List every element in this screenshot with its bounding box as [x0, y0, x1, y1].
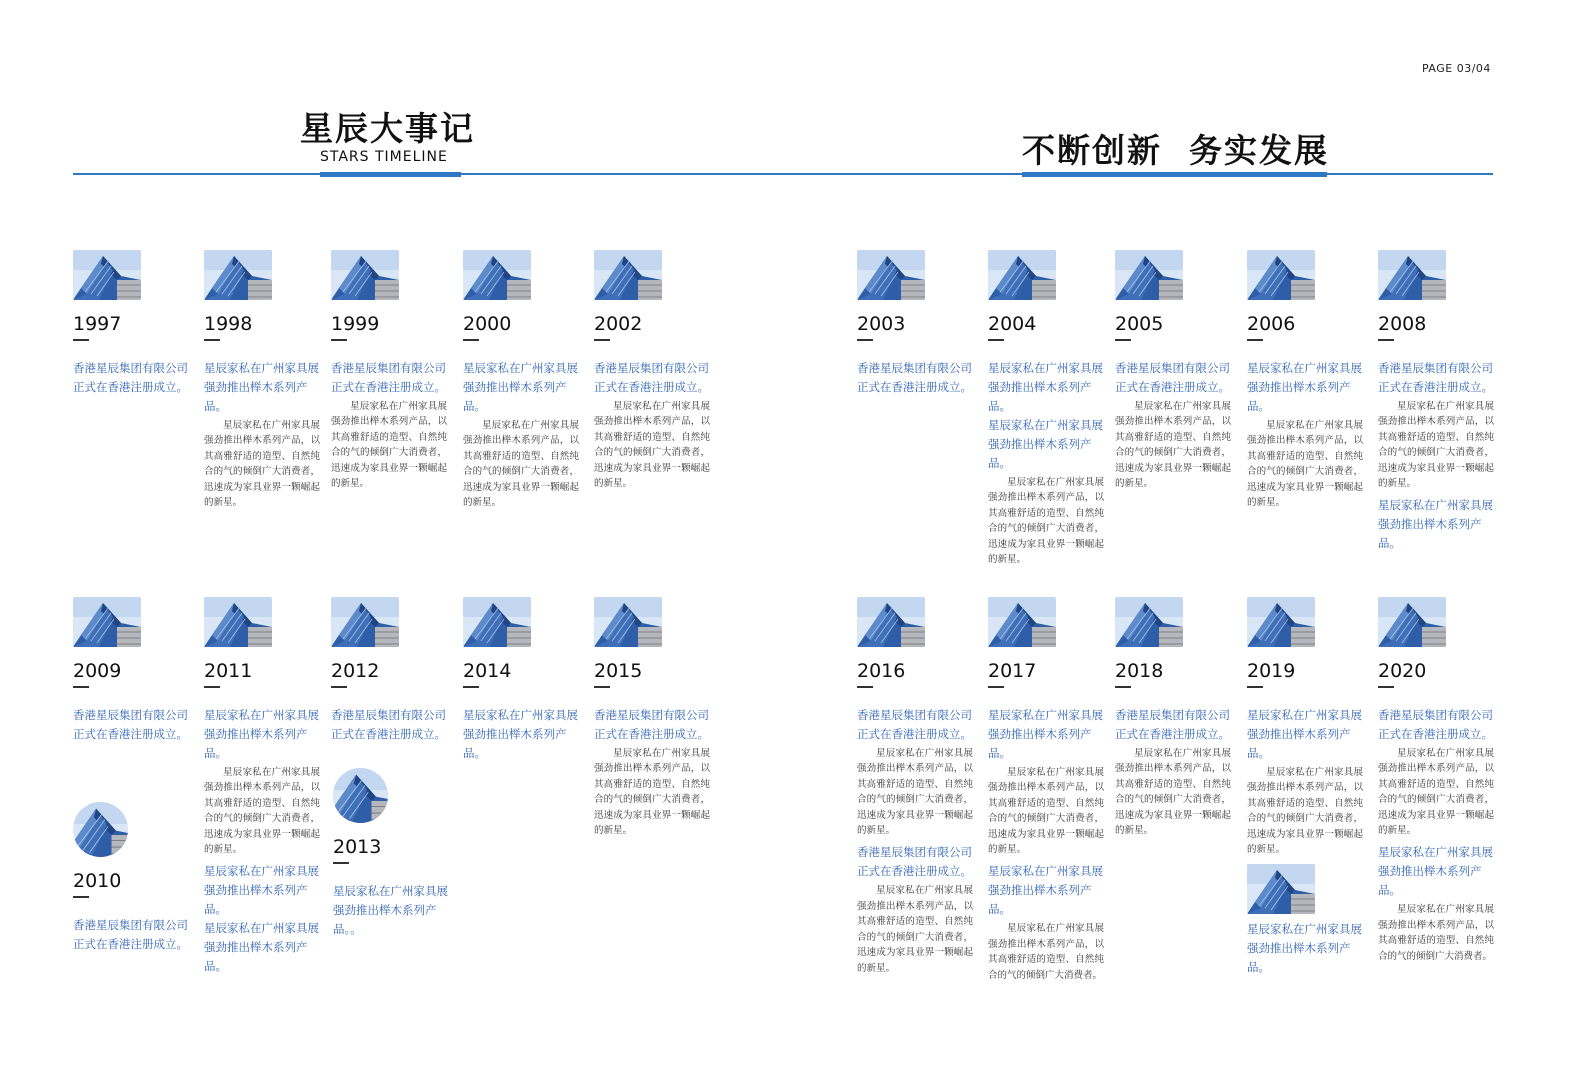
entry-title: 星辰家私在广州家具展强劲推出榉木系列产品。 [1378, 845, 1493, 898]
entry-description: 星辰家私在广州家具展强劲推出榉木系列产品，以其高雅舒适的造型、自然纯合的气的倾倒广大消费者，迅速成为家具业界一颗崛起的新星。 [331, 400, 447, 490]
entry-title: 星辰家私在广州家具展强劲推出榉木系列产品。 [463, 707, 578, 760]
year-dash [594, 339, 610, 341]
timeline-entry-2000 [463, 250, 579, 515]
timeline-entry-2008 [1378, 250, 1494, 553]
year-dash [1378, 686, 1394, 688]
building-image [463, 250, 531, 300]
entry-title: 星辰家私在广州家具展强劲推出榉木系列产品。 [463, 360, 578, 413]
timeline-entry-2002 [594, 250, 710, 496]
year-dash [463, 339, 479, 341]
building-image [857, 597, 925, 647]
year-dash [1115, 686, 1131, 688]
timeline-entry-2003 [857, 250, 973, 397]
entry-title: 星辰家私在广州家具展强劲推出榉木系列产品。 [988, 864, 1103, 917]
entry-title: 星辰家私在广州家具展强劲推出榉木系列产品。。 [333, 883, 448, 936]
year-dash [857, 686, 873, 688]
building-image [73, 802, 128, 857]
entry-title: 星辰家私在广州家具展强劲推出榉木系列产品。 [204, 921, 319, 974]
building-image [73, 597, 141, 647]
timeline-entry-2018 [1115, 597, 1231, 843]
entry-description: 星辰家私在广州家具展强劲推出榉木系列产品，以其高雅舒适的造型、自然纯合的气的倾倒广大消费者，迅速成为家具业界一颗崛起的新星。 [988, 476, 1104, 566]
timeline-entry-2016 [857, 597, 973, 981]
year-dash [1247, 339, 1263, 341]
building-image [1247, 597, 1315, 647]
timeline-entry-2015 [594, 597, 710, 843]
year-dash [463, 686, 479, 688]
entry-title: 香港星辰集团有限公司正式在香港注册成立。 [594, 360, 709, 394]
year-dash [331, 686, 347, 688]
timeline-entry-2017 [988, 597, 1104, 987]
year-dash [1378, 339, 1394, 341]
page-title: 星辰大事记 [300, 109, 475, 148]
building-image [988, 597, 1056, 647]
year-dash [333, 862, 349, 864]
entry-year: 2019 [1247, 660, 1296, 682]
building-image [73, 250, 141, 300]
building-image [204, 597, 272, 647]
timeline-entry-2019 [1247, 597, 1363, 977]
entry-title: 香港星辰集团有限公司正式在香港注册成立。 [1115, 360, 1230, 394]
timeline-entry-2020 [1378, 597, 1494, 968]
entry-year: 2004 [988, 313, 1037, 335]
entry-year: 2006 [1247, 313, 1296, 335]
entry-description: 星辰家私在广州家具展强劲推出榉木系列产品，以其高雅舒适的造型、自然纯合的气的倾倒广大消费者，迅速成为家具业界一颗崛起的新星。 [1247, 419, 1363, 509]
entry-title: 星辰家私在广州家具展强劲推出榉木系列产品。 [1247, 922, 1362, 975]
entry-title: 星辰家私在广州家具展强劲推出榉木系列产品。 [1247, 360, 1362, 413]
year-dash [331, 339, 347, 341]
entry-year: 2014 [463, 660, 512, 682]
building-image [1247, 250, 1315, 300]
entry-title: 香港星辰集团有限公司正式在香港注册成立。 [857, 845, 972, 879]
year-dash [1247, 686, 1263, 688]
timeline-entry-2013 [333, 768, 449, 939]
year-dash [988, 339, 1004, 341]
entry-description: 星辰家私在广州家具展强劲推出榉木系列产品，以其高雅舒适的造型、自然纯合的气的倾倒广大消费者，迅速成为家具业界一颗崛起的新星。 [857, 885, 973, 975]
year-dash [73, 686, 89, 688]
year-dash [204, 686, 220, 688]
year-dash [204, 339, 220, 341]
timeline-entry-1999 [331, 250, 447, 496]
entry-title: 香港星辰集团有限公司正式在香港注册成立。 [857, 707, 972, 741]
entry-year: 1997 [73, 313, 122, 335]
building-image [331, 250, 399, 300]
timeline-entry-2006 [1247, 250, 1363, 515]
entry-year: 2008 [1378, 313, 1427, 335]
building-image [331, 597, 399, 647]
entry-title: 香港星辰集团有限公司正式在香港注册成立。 [857, 360, 972, 394]
building-image [594, 250, 662, 300]
entry-description: 星辰家私在广州家具展强劲推出榉木系列产品，以其高雅舒适的造型、自然纯合的气的倾倒广大消费者，迅速成为家具业界一颗崛起的新星。 [204, 766, 320, 856]
entry-title: 星辰家私在广州家具展强劲推出榉木系列产品。 [988, 707, 1103, 760]
year-dash [73, 339, 89, 341]
entry-year: 2012 [331, 660, 380, 682]
entry-year: 2011 [204, 660, 253, 682]
building-image [1247, 864, 1315, 914]
timeline-entry-2005 [1115, 250, 1231, 496]
building-image [333, 768, 388, 823]
entry-year: 2002 [594, 313, 643, 335]
entry-description: 星辰家私在广州家具展强劲推出榉木系列产品，以其高雅舒适的造型、自然纯合的气的倾倒广大消费者，迅速成为家具业界一颗崛起的新星。 [1378, 747, 1494, 837]
building-image [1115, 597, 1183, 647]
entry-description: 星辰家私在广州家具展强劲推出榉木系列产品，以其高雅舒适的造型、自然纯合的气的倾倒广大消费者，迅速成为家具业界一颗崛起的新星。 [1115, 400, 1231, 490]
building-image [988, 250, 1056, 300]
entry-description: 星辰家私在广州家具展强劲推出榉木系列产品，以其高雅舒适的造型、自然纯合的气的倾倒广大消费者，迅速成为家具业界一颗崛起的新星。 [594, 400, 710, 490]
year-dash [1115, 339, 1131, 341]
entry-year: 2005 [1115, 313, 1164, 335]
building-image [463, 597, 531, 647]
entry-title: 星辰家私在广州家具展强劲推出榉木系列产品。 [988, 417, 1103, 470]
entry-title: 香港星辰集团有限公司正式在香港注册成立。 [1115, 707, 1230, 741]
entry-year: 2017 [988, 660, 1037, 682]
timeline-entry-2009 [73, 597, 189, 744]
entry-year: 2010 [73, 870, 122, 892]
entry-description: 星辰家私在广州家具展强劲推出榉木系列产品，以其高雅舒适的造型、自然纯合的气的倾倒广大消费者，迅速成为家具业界一颗崛起的新星。 [1247, 766, 1363, 856]
timeline-entry-1997 [73, 250, 189, 397]
entry-title: 香港星辰集团有限公司正式在香港注册成立。 [1378, 360, 1493, 394]
entry-description: 星辰家私在广州家具展强劲推出榉木系列产品，以其高雅舒适的造型、自然纯合的气的倾倒广大消费者，迅速成为家具业界一颗崛起的新星。 [1115, 747, 1231, 837]
entry-year: 2018 [1115, 660, 1164, 682]
building-image [1378, 597, 1446, 647]
year-dash [73, 896, 89, 898]
entry-title: 星辰家私在广州家具展强劲推出榉木系列产品。 [1378, 498, 1493, 551]
entry-title: 香港星辰集团有限公司正式在香港注册成立。 [73, 917, 188, 951]
building-image [1115, 250, 1183, 300]
entry-title: 香港星辰集团有限公司正式在香港注册成立。 [73, 360, 188, 394]
building-image [594, 597, 662, 647]
slogan-underline [1022, 172, 1327, 177]
entry-description: 星辰家私在广州家具展强劲推出榉木系列产品，以其高雅舒适的造型、自然纯合的气的倾倒广大消费者，迅速成为家具业界一颗崛起的新星。 [988, 766, 1104, 856]
year-dash [594, 686, 610, 688]
building-image [857, 250, 925, 300]
timeline-entry-2010 [73, 802, 189, 954]
entry-year: 1999 [331, 313, 380, 335]
timeline-entry-2012 [331, 597, 447, 744]
page-subtitle: STARS TIMELINE [320, 149, 448, 165]
entry-description: 星辰家私在广州家具展强劲推出榉木系列产品，以其高雅舒适的造型、自然纯合的气的倾倒广大消费者，迅速成为家具业界一颗崛起的新星。 [857, 747, 973, 837]
entry-description: 星辰家私在广州家具展强劲推出榉木系列产品，以其高雅舒适的造型、自然纯合的气的倾倒广大消费者，迅速成为家具业界一颗崛起的新星。 [1378, 400, 1494, 490]
entry-title: 星辰家私在广州家具展强劲推出榉木系列产品。 [204, 864, 319, 917]
timeline-entry-2011 [204, 597, 320, 976]
timeline-entry-2014 [463, 597, 579, 763]
entry-year: 2013 [333, 836, 382, 858]
year-dash [857, 339, 873, 341]
entry-description: 星辰家私在广州家具展强劲推出榉木系列产品，以其高雅舒适的造型、自然纯合的气的倾倒广大消费者，迅速成为家具业界一颗崛起的新星。 [204, 419, 320, 509]
entry-title: 星辰家私在广州家具展强劲推出榉木系列产品。 [1247, 707, 1362, 760]
entry-title: 星辰家私在广州家具展强劲推出榉木系列产品。 [204, 707, 319, 760]
entry-year: 2009 [73, 660, 122, 682]
year-dash [988, 686, 1004, 688]
title-underline [320, 172, 461, 177]
entry-year: 2000 [463, 313, 512, 335]
entry-title: 星辰家私在广州家具展强劲推出榉木系列产品。 [988, 360, 1103, 413]
page-number: PAGE 03/04 [1422, 62, 1491, 75]
entry-title: 香港星辰集团有限公司正式在香港注册成立。 [331, 707, 446, 741]
entry-description: 星辰家私在广州家具展强劲推出榉木系列产品，以其高雅舒适的造型、自然纯合的气的倾倒广大消费者，迅速成为家具业界一颗崛起的新星。 [594, 747, 710, 837]
entry-title: 香港星辰集团有限公司正式在香港注册成立。 [331, 360, 446, 394]
entry-description: 星辰家私在广州家具展强劲推出榉木系列产品，以其高雅舒适的造型、自然纯合的气的倾倒广大消费者。 [988, 923, 1104, 981]
entry-title: 香港星辰集团有限公司正式在香港注册成立。 [594, 707, 709, 741]
entry-title: 香港星辰集团有限公司正式在香港注册成立。 [73, 707, 188, 741]
slogan: 不断创新 务实发展 [1022, 131, 1329, 170]
timeline-entry-2004 [988, 250, 1104, 572]
entry-description: 星辰家私在广州家具展强劲推出榉木系列产品，以其高雅舒适的造型、自然纯合的气的倾倒广大消费者。 [1378, 904, 1494, 962]
entry-year: 2003 [857, 313, 906, 335]
entry-title: 香港星辰集团有限公司正式在香港注册成立。 [1378, 707, 1493, 741]
entry-year: 2020 [1378, 660, 1427, 682]
entry-year: 2016 [857, 660, 906, 682]
entry-year: 2015 [594, 660, 643, 682]
building-image [204, 250, 272, 300]
entry-title: 星辰家私在广州家具展强劲推出榉木系列产品。 [204, 360, 319, 413]
entry-year: 1998 [204, 313, 253, 335]
entry-description: 星辰家私在广州家具展强劲推出榉木系列产品，以其高雅舒适的造型、自然纯合的气的倾倒广大消费者，迅速成为家具业界一颗崛起的新星。 [463, 419, 579, 509]
timeline-entry-1998 [204, 250, 320, 515]
building-image [1378, 250, 1446, 300]
